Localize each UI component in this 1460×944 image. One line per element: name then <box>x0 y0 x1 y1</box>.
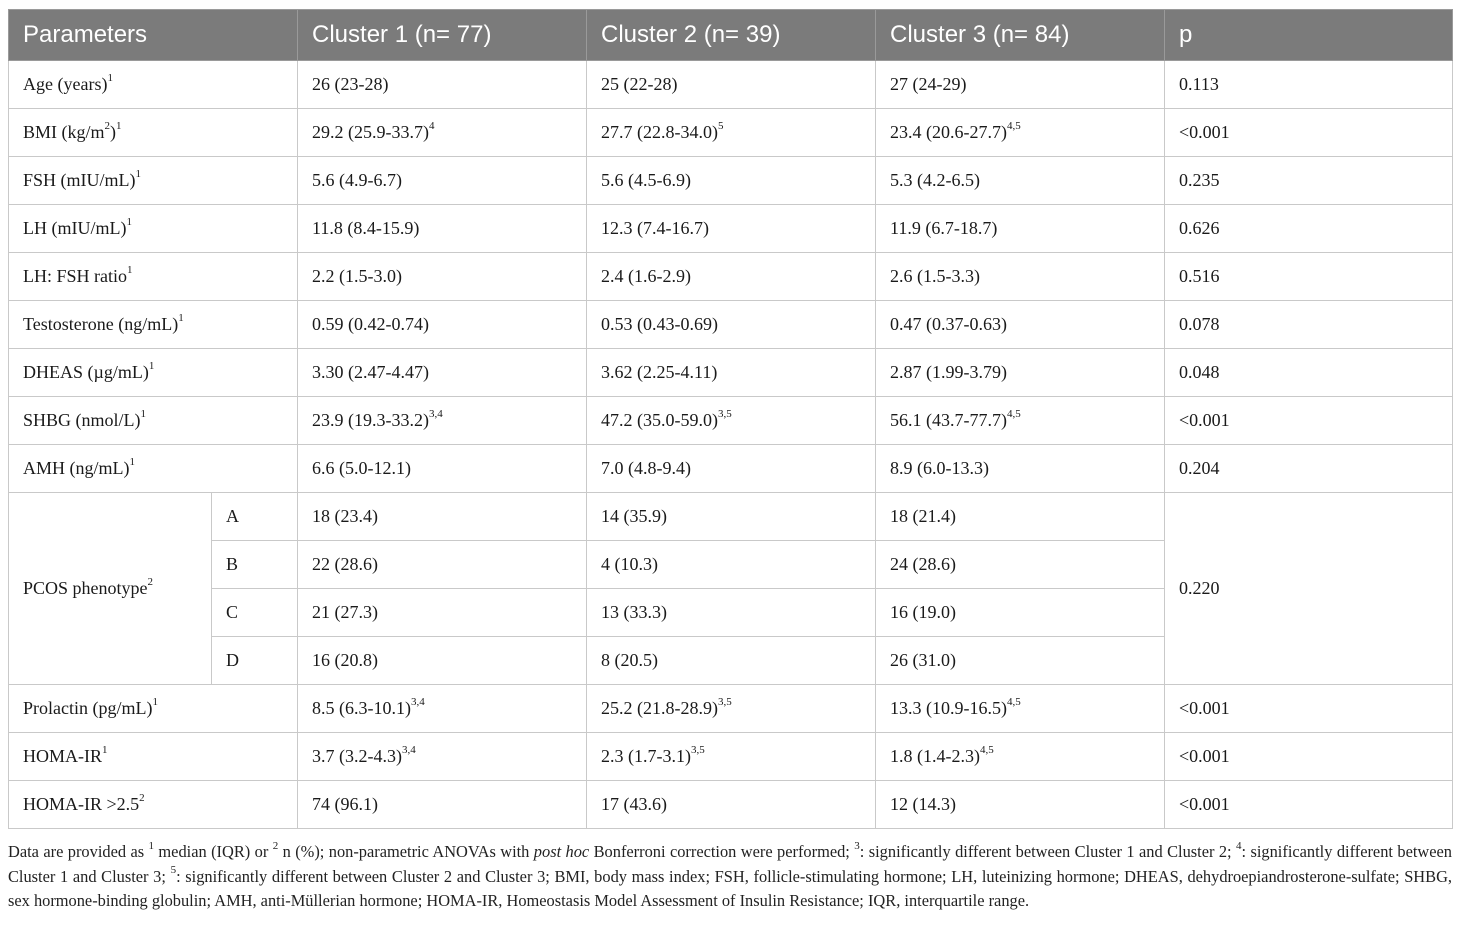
table-row <box>9 685 1453 733</box>
row-label: LH $(mIU/mL)^1$ <box>9 205 298 253</box>
cell-cluster-2: 47.2 $(35.0-59.0)^{3,5}$ <box>587 397 876 445</box>
cell-cluster-3: 11.9 (6.7-18.7) <box>876 205 1165 253</box>
table-row <box>9 301 1453 349</box>
header-p: p <box>1165 10 1453 61</box>
table-row <box>9 157 1453 205</box>
cell-cluster-1: 74 (96.1) <box>298 781 587 829</box>
table-row <box>9 493 1453 541</box>
row-label: LH: FSH ratio$^1$ <box>9 253 298 301</box>
cell-cluster-1: 11.8 (8.4-15.9) <box>298 205 587 253</box>
table-footnote: Data are provided as $^1$ median (IQR) or $^2$ n (%); non-parametric ANOVAs with post hoc Bonferroni correction were performed; $^3$: significantly different between Cluster 1 and Cluster 2; $^4$: significantly different between Cluster 1 and Cluster 3; $^5$: significantly different between Cluster 2 and Cluster 3; BMI, body mass index; FSH, follicle-stimulating hormone; LH, luteinizing hormone; DHEAS, dehydroepiandrosterone-sulfate; SHBG, sex hormone-binding globulin; AMH, anti-Müllerian hormone; HOMA-IR, Homeostasis Model Assessment of Insulin Resistance; IQR, interquartile range. <box>8 839 1453 910</box>
row-label: BMI $(kg/m^2)^1$ <box>9 109 298 157</box>
cell-p: <0.001 <box>1165 781 1453 829</box>
cell-cluster-2: 8 (20.5) <box>587 637 876 685</box>
row-label: Testosterone $(ng/mL)^1$ <box>9 301 298 349</box>
cell-cluster-2: 14 (35.9) <box>587 493 876 541</box>
cell-cluster-1: 0.59 (0.42-0.74) <box>298 301 587 349</box>
cell-cluster-2: 25 (22-28) <box>587 61 876 109</box>
header-cluster-3: Cluster 3 (n= 84) <box>876 10 1165 61</box>
row-label: DHEAS $(\mu g/mL)^1$ <box>9 349 298 397</box>
cell-cluster-1: 6.6 (5.0-12.1) <box>298 445 587 493</box>
sub-label: D <box>212 637 298 685</box>
cell-p: 0.220 <box>1165 493 1453 685</box>
cell-cluster-2: 7.0 (4.8-9.4) <box>587 445 876 493</box>
header-cluster-1: Cluster 1 (n= 77) <box>298 10 587 61</box>
cell-cluster-2: 5.6 (4.5-6.9) <box>587 157 876 205</box>
cell-cluster-3: 27 (24-29) <box>876 61 1165 109</box>
table-container <box>8 9 1452 829</box>
table-row <box>9 109 1453 157</box>
cell-cluster-1: 3.30 (2.47-4.47) <box>298 349 587 397</box>
cell-cluster-2: 25.2 $(21.8-28.9)^{3,5}$ <box>587 685 876 733</box>
cell-cluster-1: 16 (20.8) <box>298 637 587 685</box>
header-cluster-2: Cluster 2 (n= 39) <box>587 10 876 61</box>
cell-cluster-2: 4 (10.3) <box>587 541 876 589</box>
row-label: Prolactin $(pg/mL)^1$ <box>9 685 298 733</box>
header-row <box>9 10 1453 61</box>
cell-cluster-2: 13 (33.3) <box>587 589 876 637</box>
cell-p: <0.001 <box>1165 685 1453 733</box>
results-table <box>8 9 1453 829</box>
cell-cluster-3: 26 (31.0) <box>876 637 1165 685</box>
cell-cluster-2: 12.3 (7.4-16.7) <box>587 205 876 253</box>
cell-cluster-2: 27.7 $(22.8-34.0)^5$ <box>587 109 876 157</box>
cell-cluster-1: 29.2 $(25.9-33.7)^4$ <box>298 109 587 157</box>
cell-cluster-1: 18 (23.4) <box>298 493 587 541</box>
cell-cluster-3: 8.9 (6.0-13.3) <box>876 445 1165 493</box>
row-label: FSH $(mIU/mL)^1$ <box>9 157 298 205</box>
cell-cluster-3: 2.87 (1.99-3.79) <box>876 349 1165 397</box>
header-parameters: Parameters <box>9 10 298 61</box>
cell-cluster-2: 3.62 (2.25-4.11) <box>587 349 876 397</box>
cell-cluster-3: 56.1 $(43.7-77.7)^{4,5}$ <box>876 397 1165 445</box>
cell-cluster-2: 0.53 (0.43-0.69) <box>587 301 876 349</box>
row-label-pcos: PCOS phenotype$^2$ <box>9 493 212 685</box>
cell-cluster-3: 18 (21.4) <box>876 493 1165 541</box>
cell-cluster-2: 2.4 (1.6-2.9) <box>587 253 876 301</box>
cell-p: 0.113 <box>1165 61 1453 109</box>
cell-cluster-3: 0.47 (0.37-0.63) <box>876 301 1165 349</box>
cell-cluster-2: 17 (43.6) <box>587 781 876 829</box>
row-label: SHBG (nmol/L)$^1$ <box>9 397 298 445</box>
cell-cluster-3: 16 (19.0) <box>876 589 1165 637</box>
cell-cluster-1: 8.5 $(6.3-10.1)^{3,4}$ <box>298 685 587 733</box>
table-row <box>9 733 1453 781</box>
table-row <box>9 61 1453 109</box>
table-row <box>9 205 1453 253</box>
cell-cluster-3: 1.8 $(1.4-2.3)^{4,5}$ <box>876 733 1165 781</box>
cell-cluster-1: 26 (23-28) <box>298 61 587 109</box>
cell-cluster-1: 2.2 (1.5-3.0) <box>298 253 587 301</box>
cell-cluster-1: 3.7 $(3.2-4.3)^{3,4}$ <box>298 733 587 781</box>
row-label: HOMA-$IR^1$ <box>9 733 298 781</box>
table-row <box>9 397 1453 445</box>
cell-p: <0.001 <box>1165 397 1453 445</box>
cell-p: 0.204 <box>1165 445 1453 493</box>
table-row <box>9 349 1453 397</box>
table-row <box>9 781 1453 829</box>
cell-p: 0.078 <box>1165 301 1453 349</box>
cell-p: 0.626 <box>1165 205 1453 253</box>
cell-p: <0.001 <box>1165 109 1453 157</box>
cell-cluster-3: 24 (28.6) <box>876 541 1165 589</box>
cell-p: 0.235 <box>1165 157 1453 205</box>
cell-cluster-1: 23.9 $(19.3-33.2)^{3,4}$ <box>298 397 587 445</box>
sub-label: B <box>212 541 298 589</box>
cell-cluster-1: 22 (28.6) <box>298 541 587 589</box>
cell-p: 0.516 <box>1165 253 1453 301</box>
cell-cluster-1: 5.6 (4.9-6.7) <box>298 157 587 205</box>
cell-cluster-2: 2.3 $(1.7-3.1)^{3,5}$ <box>587 733 876 781</box>
cell-cluster-3: 12 (14.3) <box>876 781 1165 829</box>
cell-cluster-3: 5.3 (4.2-6.5) <box>876 157 1165 205</box>
table-row <box>9 445 1453 493</box>
cell-cluster-3: 13.3 $(10.9-16.5)^{4,5}$ <box>876 685 1165 733</box>
sub-label: C <box>212 589 298 637</box>
cell-p: <0.001 <box>1165 733 1453 781</box>
row-label: AMH $(ng/mL)^1$ <box>9 445 298 493</box>
table-row <box>9 253 1453 301</box>
sub-label: A <box>212 493 298 541</box>
cell-cluster-1: 21 (27.3) <box>298 589 587 637</box>
cell-cluster-3: 23.4 $(20.6-27.7)^{4,5}$ <box>876 109 1165 157</box>
cell-p: 0.048 <box>1165 349 1453 397</box>
cell-cluster-3: 2.6 (1.5-3.3) <box>876 253 1165 301</box>
row-label: Age (years)$^1$ <box>9 61 298 109</box>
row-label: HOMA-IR $>2.5^2$ <box>9 781 298 829</box>
